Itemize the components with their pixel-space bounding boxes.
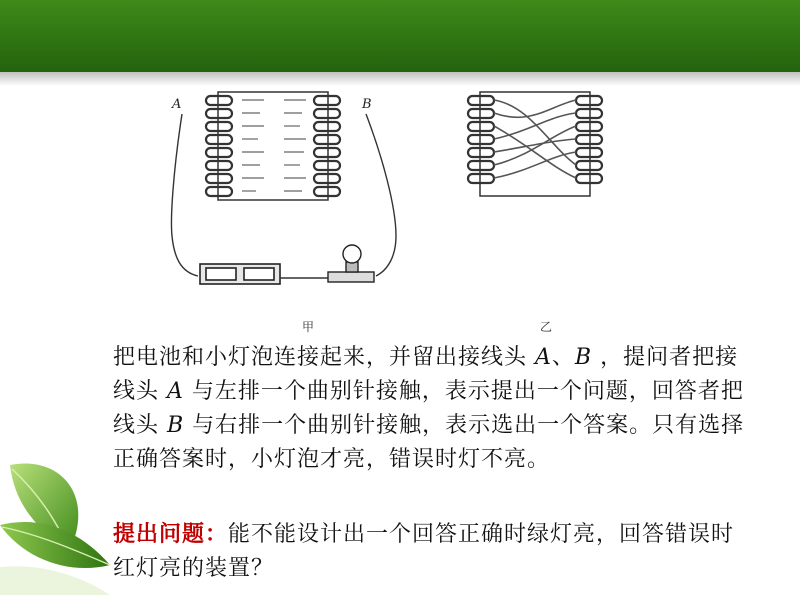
caption-left: 甲 bbox=[302, 320, 315, 334]
banner-shadow bbox=[0, 72, 800, 86]
light-bulb bbox=[328, 245, 374, 282]
leaf-decoration bbox=[0, 455, 115, 600]
question-label: 提出问题： bbox=[113, 521, 229, 547]
question-text: 能不能设计出一个回答正确时绿灯亮，回答错误时红灯亮的装置？ bbox=[113, 522, 735, 581]
title-banner bbox=[0, 0, 800, 72]
label-b: B bbox=[362, 97, 372, 112]
circuit-figure bbox=[160, 86, 620, 336]
quiz-board-left bbox=[218, 92, 328, 200]
battery bbox=[200, 264, 280, 284]
caption-right: 乙 bbox=[540, 320, 553, 334]
wire-a bbox=[171, 114, 198, 276]
description-paragraph: 把电池和小灯泡连接起来，并留出接线头 A、B ，提问者把接线头 A 与左排一个曲别针接触，表示提出一个问题，回答者把线头 B 与右排一个曲别针接触，表示选出一个答案。只有选择正确答案时，小灯泡才亮，错误时灯不亮。 bbox=[113, 345, 745, 472]
question-paragraph bbox=[113, 517, 753, 586]
label-a: A bbox=[172, 97, 182, 112]
wire-b bbox=[366, 114, 396, 276]
